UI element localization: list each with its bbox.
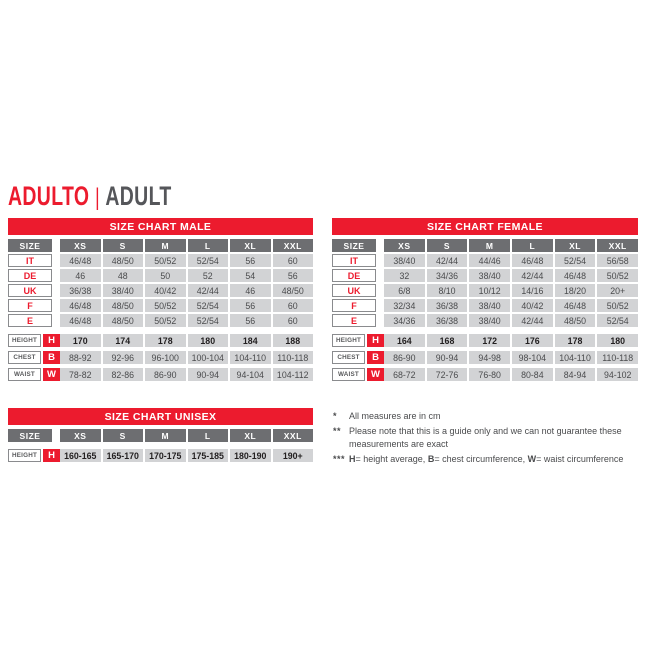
column-header-cells [384,239,638,252]
waist-cell: 76-80 [469,368,510,381]
country-size-cell: 60 [273,314,314,327]
country-size-cell: 46/48 [555,299,596,312]
country-label: F [8,299,52,312]
measure-letter-badge: B [43,351,60,364]
country-size-cells [60,254,313,267]
country-size-cell: 46 [230,284,271,297]
waist-row [8,368,313,381]
waist-cell: 78-82 [60,368,101,381]
country-size-cell: 56 [230,299,271,312]
waist-cell: 82-86 [103,368,144,381]
chest-cell: 88-92 [60,351,101,364]
country-size-row [332,254,638,267]
size-chart-male-table [8,218,313,381]
country-label: UK [8,284,52,297]
country-label-area [332,269,384,282]
waist-cell: 94-102 [597,368,638,381]
footnote-segment: All measures are in cm [349,411,441,421]
footnote-segment: H [349,453,356,464]
column-header-cell: S [427,239,468,252]
country-size-cell: 50 [145,269,186,282]
waist-cell: 94-104 [230,368,271,381]
country-size-cell: 40/42 [145,284,186,297]
height-cell: 164 [384,334,425,347]
height-cell: 172 [469,334,510,347]
country-size-cells [60,299,313,312]
height-row [8,449,313,462]
country-label: F [332,299,376,312]
country-size-cell: 48/50 [103,314,144,327]
measure-label: HEIGHT [332,334,365,347]
country-size-cell: 42/44 [512,269,553,282]
footnote-text [349,425,641,452]
chest-cell: 110-118 [273,351,314,364]
waist-cell: 104-112 [273,368,314,381]
measure-letter-badge: W [367,368,384,381]
column-header-cell: L [188,239,229,252]
country-size-cell: 52/54 [188,254,229,267]
height-cell: 180 [188,334,229,347]
country-size-cell: 50/52 [145,314,186,327]
column-header-cells [60,239,313,252]
country-size-cell: 38/40 [103,284,144,297]
chest-cell: 100-104 [188,351,229,364]
footnote-segment: = height average, [355,453,428,464]
footnote-text [349,453,641,467]
column-header-row [332,239,638,252]
country-size-cells [384,254,638,267]
footnote [333,453,641,467]
column-header-cell: XXL [273,429,314,442]
measure-label-area [332,334,384,347]
country-size-cells [384,284,638,297]
column-header-cells [60,429,313,442]
footnote-text [349,410,641,424]
measure-label-area [8,334,60,347]
country-size-row [332,284,638,297]
country-size-row [8,254,313,267]
chest-cells [384,351,638,364]
waist-row [332,368,638,381]
measure-label-area [8,449,60,462]
column-header-cell: XS [384,239,425,252]
height-row [8,334,313,347]
country-size-cell: 36/38 [427,314,468,327]
measure-label-area [8,368,60,381]
measure-letter-badge: H [43,449,60,462]
country-size-cell: 10/12 [469,284,510,297]
height-cell: 180 [597,334,638,347]
height-cell: 174 [103,334,144,347]
country-size-cell: 48 [103,269,144,282]
country-label-area [8,254,60,267]
column-header-cell: XXL [273,239,314,252]
waist-cells [384,368,638,381]
height-cell: 175-185 [188,449,229,462]
country-label: DE [332,269,376,282]
country-label-area [332,299,384,312]
height-row [332,334,638,347]
column-header-cell: S [103,239,144,252]
chest-cells [60,351,313,364]
country-label: DE [8,269,52,282]
measure-letter-badge: W [43,368,60,381]
country-size-cell: 48/50 [103,254,144,267]
country-label-area [8,269,60,282]
country-size-cells [60,284,313,297]
chest-cell: 86-90 [384,351,425,364]
country-size-cell: 18/20 [555,284,596,297]
measure-label: WAIST [332,368,365,381]
page-title-primary: ADULTO [8,181,90,211]
chest-row [8,351,313,364]
height-cell: 168 [427,334,468,347]
column-header-cell: XL [230,239,271,252]
measure-letter-badge: B [367,351,384,364]
chest-cell: 98-104 [512,351,553,364]
measure-letter-badge: H [367,334,384,347]
country-size-cells [384,269,638,282]
size-label-area [8,239,60,252]
chest-cell: 104-110 [230,351,271,364]
footnote-marker: *** [333,453,346,464]
height-cell: 190+ [273,449,314,462]
country-size-cell: 52/54 [555,254,596,267]
country-size-cell: 52 [188,269,229,282]
country-size-row [8,299,313,312]
country-size-cell: 8/10 [427,284,468,297]
height-cell: 170-175 [145,449,186,462]
column-header-cell: XL [555,239,596,252]
country-size-row [8,314,313,327]
column-header-cell: XS [60,429,101,442]
country-size-cell: 6/8 [384,284,425,297]
chest-cell: 94-98 [469,351,510,364]
height-cell: 180-190 [230,449,271,462]
country-size-cell: 50/52 [145,299,186,312]
country-size-cell: 38/40 [384,254,425,267]
country-size-cell: 34/36 [427,269,468,282]
measure-label: CHEST [332,351,365,364]
height-cells [384,334,638,347]
country-size-cell: 52/54 [188,314,229,327]
country-size-cell: 14/16 [512,284,553,297]
country-size-cell: 48/50 [273,284,314,297]
country-size-cell: 56 [273,269,314,282]
footnote-segment: = chest circumference, [434,453,528,464]
column-header-cell: L [188,429,229,442]
column-header-cell: L [512,239,553,252]
country-size-cell: 36/38 [427,299,468,312]
height-cell: 184 [230,334,271,347]
country-size-cell: 54 [230,269,271,282]
country-size-cell: 46 [60,269,101,282]
measure-label-area [332,351,384,364]
chest-cell: 110-118 [597,351,638,364]
chest-cell: 96-100 [145,351,186,364]
footnote-marker: ** [333,425,342,436]
page-title-secondary: ADULT [105,181,172,211]
column-header-cell: M [145,239,186,252]
table-title: SIZE CHART MALE [8,218,313,235]
country-label-area [332,284,384,297]
column-header-row [8,429,313,442]
measure-label: HEIGHT [8,449,41,462]
country-label-area [8,314,60,327]
height-cell: 188 [273,334,314,347]
country-size-cell: 56/58 [597,254,638,267]
measure-label: HEIGHT [8,334,41,347]
country-size-cell: 32/34 [384,299,425,312]
country-size-cell: 36/38 [60,284,101,297]
country-size-cell: 50/52 [145,254,186,267]
size-chart-unisex-table [8,408,313,462]
table-title: SIZE CHART UNISEX [8,408,313,425]
chest-row [332,351,638,364]
country-label: IT [8,254,52,267]
measure-label: CHEST [8,351,41,364]
country-label-area [8,284,60,297]
size-header-cell: SIZE [8,239,52,252]
chest-cell: 92-96 [103,351,144,364]
waist-cells [60,368,313,381]
footnote [333,425,641,452]
country-size-cells [384,314,638,327]
country-size-row [332,314,638,327]
country-size-cell: 38/40 [469,314,510,327]
chest-cell: 90-94 [427,351,468,364]
country-size-cell: 60 [273,299,314,312]
country-size-cell: 50/52 [597,299,638,312]
height-cell: 178 [555,334,596,347]
country-size-cell: 48/50 [103,299,144,312]
size-label-area [8,429,60,442]
height-cell: 165-170 [103,449,144,462]
country-size-cell: 48/50 [555,314,596,327]
height-cell: 178 [145,334,186,347]
country-label: E [8,314,52,327]
country-size-cell: 60 [273,254,314,267]
height-cells [60,334,313,347]
column-header-cell: XXL [597,239,638,252]
country-size-cell: 42/44 [512,314,553,327]
chest-cell: 104-110 [555,351,596,364]
column-header-cell: XL [230,429,271,442]
waist-cell: 68-72 [384,368,425,381]
size-header-cell: SIZE [8,429,52,442]
height-cell: 170 [60,334,101,347]
country-size-cell: 46/48 [555,269,596,282]
country-size-cell: 42/44 [188,284,229,297]
waist-cell: 90-94 [188,368,229,381]
waist-cell: 80-84 [512,368,553,381]
footnote-segment: B [427,453,435,464]
footnote [333,410,641,424]
country-size-cell: 50/52 [597,269,638,282]
country-size-cell: 42/44 [427,254,468,267]
country-size-cells [60,269,313,282]
height-cells [60,449,313,462]
footnote-segment: = waist circumference [536,453,624,464]
country-size-row [8,284,313,297]
country-size-cell: 44/46 [469,254,510,267]
size-chart-female-table [332,218,638,381]
country-size-row [332,299,638,312]
waist-cell: 84-94 [555,368,596,381]
country-label-area [8,299,60,312]
column-header-cell: M [145,429,186,442]
country-size-cell: 34/36 [384,314,425,327]
country-size-row [332,269,638,282]
footnotes [333,410,641,467]
country-label: E [332,314,376,327]
height-cell: 160-165 [60,449,101,462]
waist-cell: 72-76 [427,368,468,381]
column-header-cell: M [469,239,510,252]
table-title: SIZE CHART FEMALE [332,218,638,235]
country-size-cell: 40/42 [512,299,553,312]
country-size-cell: 46/48 [60,299,101,312]
country-size-row [8,269,313,282]
country-label: UK [332,284,376,297]
country-size-cell: 46/48 [60,314,101,327]
country-size-cell: 56 [230,314,271,327]
country-size-cell: 32 [384,269,425,282]
country-size-cell: 46/48 [60,254,101,267]
country-size-cells [384,299,638,312]
country-size-cell: 20+ [597,284,638,297]
size-header-cell: SIZE [332,239,376,252]
country-label: IT [332,254,376,267]
column-header-row [8,239,313,252]
country-size-cells [60,314,313,327]
country-size-cell: 38/40 [469,299,510,312]
country-size-cell: 56 [230,254,271,267]
measure-label-area [332,368,384,381]
measure-letter-badge: H [43,334,60,347]
footnote-segment: Please note that this is a guide only and we can not guarantee these measurements are exact [349,425,622,449]
country-size-cell: 52/54 [188,299,229,312]
column-header-cell: XS [60,239,101,252]
page-title-separator: | [95,184,100,211]
country-size-cell: 38/40 [469,269,510,282]
waist-cell: 86-90 [145,368,186,381]
country-label-area [332,254,384,267]
country-label-area [332,314,384,327]
height-cell: 176 [512,334,553,347]
size-label-area [332,239,384,252]
footnote-segment: W [527,453,537,464]
column-header-cell: S [103,429,144,442]
country-size-cell: 52/54 [597,314,638,327]
page-title [8,181,172,212]
country-size-cell: 46/48 [512,254,553,267]
measure-label-area [8,351,60,364]
footnote-marker: * [333,411,338,421]
measure-label: WAIST [8,368,41,381]
